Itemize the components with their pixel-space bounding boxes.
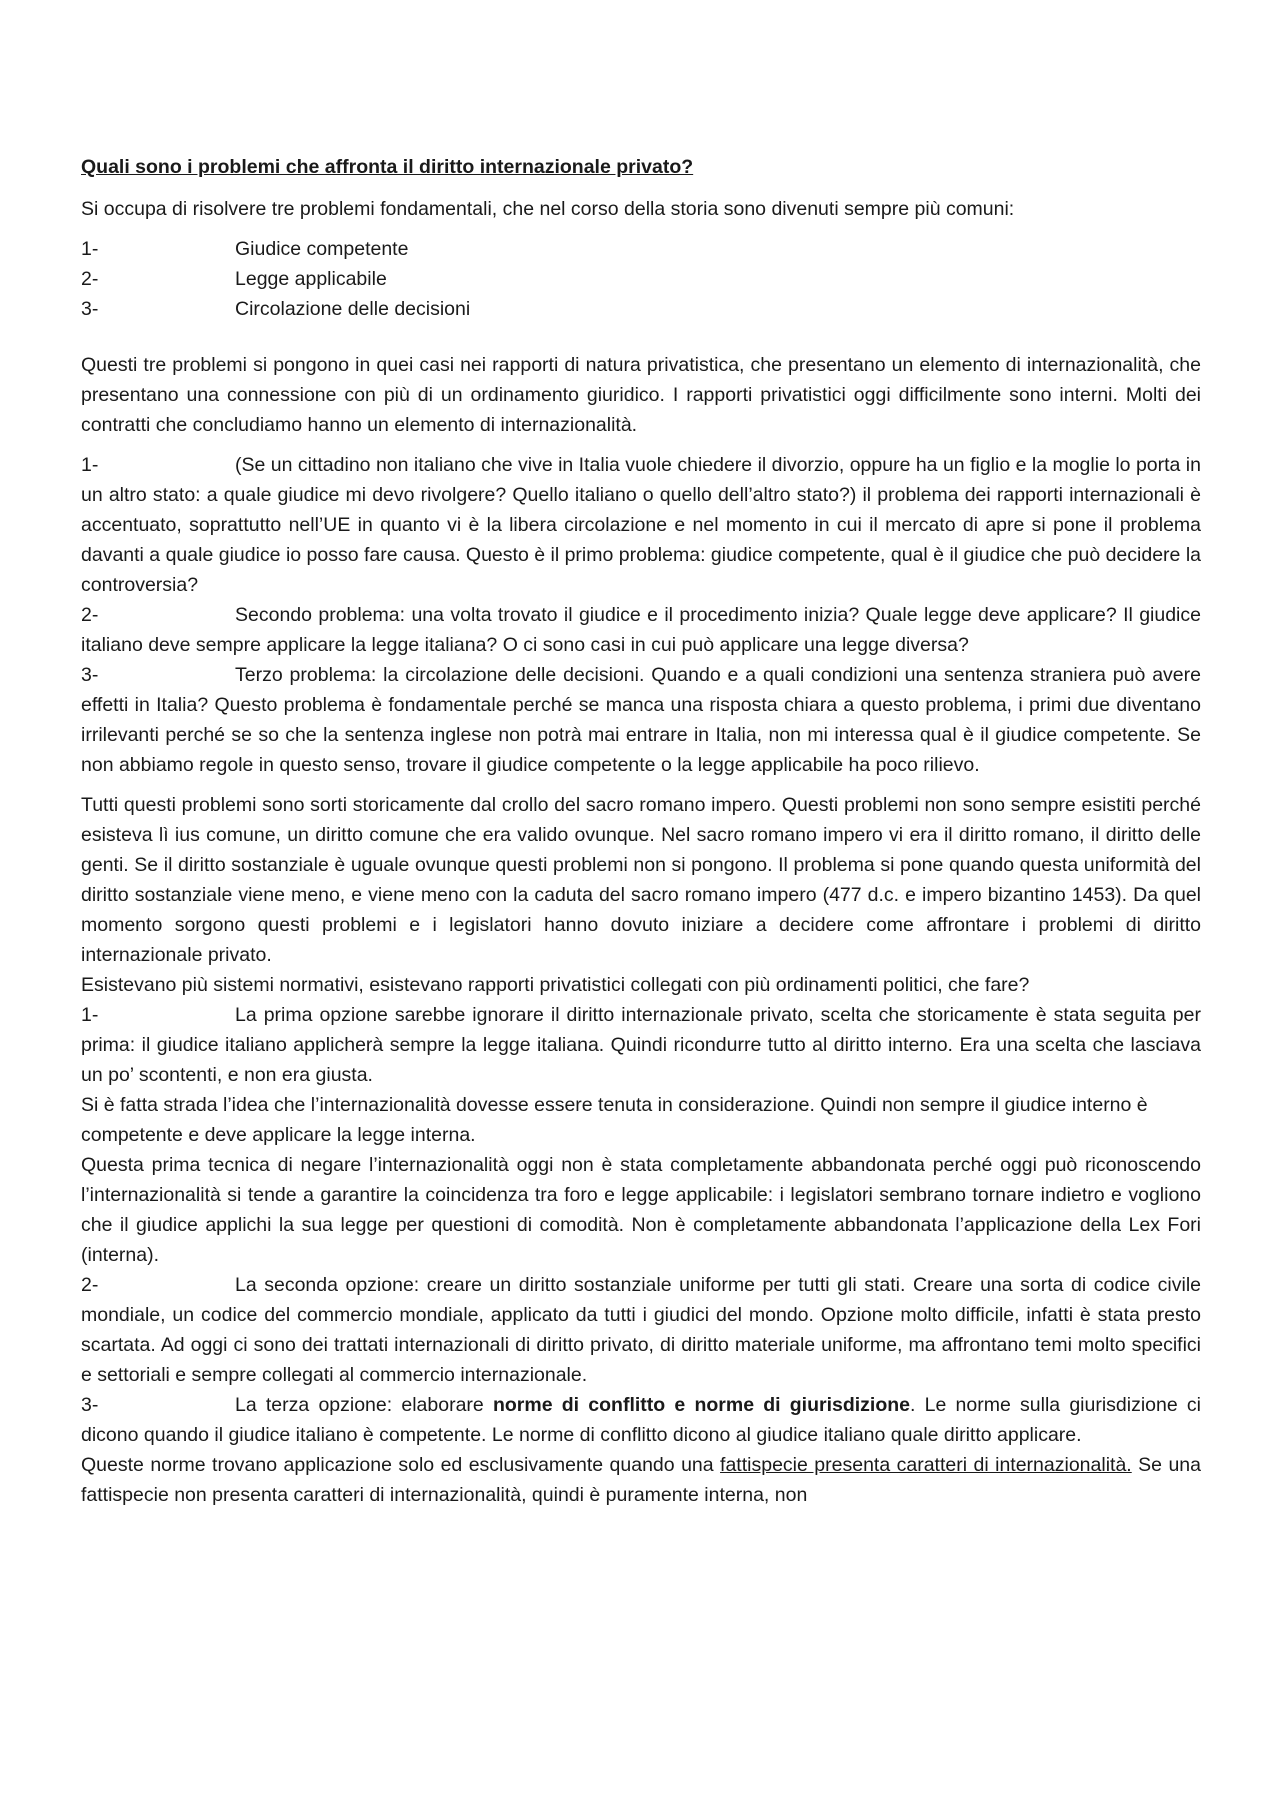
problem-detail-3 (81, 660, 1201, 780)
final-text-underlined: fattispecie presenta caratteri di internazionalità. (720, 1454, 1132, 1476)
item-number: 3- (81, 1394, 99, 1416)
item-number: 1- (81, 454, 99, 476)
item-text-bold: norme di conflitto e norme di giurisdizione (492, 1394, 911, 1416)
list-number: 1- (81, 238, 99, 260)
option-1 (81, 1000, 1201, 1090)
final-text-before: Queste norme trovano applicazione solo ed esclusivamente quando una (81, 1454, 721, 1476)
item-text: (Se un cittadino non italiano che vive in Italia vuole chiedere il divorzio, oppure ha un figlio e la moglie lo porta in un altro stato: a quale giudice mi devo rivolgere? Quello italiano o quello dell’altro stato?) il problema dei rapporti internazionali è accentuato, soprattutto nell’UE in quanto vi è la libera circolazione e nel momento in cui il mercato di apre si pone il problema davanti a quale giudice io posso fare causa. Questo è il primo problema: giudice competente, qual è il giudice che può decidere la controversia? (81, 454, 1201, 596)
list-number: 3- (81, 298, 99, 320)
final-paragraph (81, 1450, 1201, 1510)
item-text: La seconda opzione: creare un diritto sostanziale uniforme per tutti gli stati. Creare una sorta di codice civile mondiale, un codice del commercio mondiale, applicato da tutti i giudici del mondo. Opzione molto difficile, infatti è stata presto scartata. Ad oggi ci sono dei trattati internazionali di diritto privato, di diritto materiale uniforme, ma affrontano temi molto specifici e settoriali e sempre collegati al commercio internazionale. (81, 1274, 1201, 1386)
problem-detail-2 (81, 600, 1201, 660)
list-item (81, 294, 1201, 324)
item-text: Secondo problema: una volta trovato il giudice e il procedimento inizia? Quale legge deve applicare? Il giudice italiano deve sempre applicare la legge italiana? O ci sono casi in cui può applicare una legge diversa? (81, 604, 1201, 656)
question-paragraph: Esistevano più sistemi normativi, esistevano rapporti privatistici collegati con più ordinamenti politici, che fare? (81, 974, 1030, 996)
list-label: Circolazione delle decisioni (235, 298, 471, 320)
lex-fori-paragraph: Questa prima tecnica di negare l’internazionalità oggi non è stata completamente abbandonata perché oggi può riconoscendo l’internazionalità si tende a garantire la coincidenza tra foro e legge applicabile: i legislatori sembrano tornare indietro e vogliono che il giudice applichi la sua legge per questioni di comodità. Non è completamente abbandonata l’applicazione della Lex Fori (interna). (81, 1154, 1201, 1266)
document-page (81, 152, 1201, 1510)
item-text-after: . Le norme sulla giurisdizione ci dicono quando il giudice italiano è competente. Le norme di conflitto dicono al giudice italiano quale diritto applicare. (81, 1394, 1201, 1446)
intro-paragraph: Si occupa di risolvere tre problemi fondamentali, che nel corso della storia sono divenuti sempre più comuni: (81, 198, 1015, 220)
list-item (81, 264, 1201, 294)
list-item (81, 234, 1201, 264)
item-text: Terzo problema: la circolazione delle decisioni. Quando e a quali condizioni una sentenza straniera può avere effetti in Italia? Questo problema è fondamentale perché se manca una risposta chiara a questo problema, i primi due diventano irrilevanti perché se so che la sentenza inglese non potrà mai entrare in Italia, non mi interessa qual è il giudice competente. Se non abbiamo regole in questo senso, trovare il giudice competente o la legge applicabile ha poco rilievo. (81, 664, 1201, 776)
idea-paragraph: Si è fatta strada l’idea che l’internazionalità dovesse essere tenuta in considerazione. Quindi non sempre il giudice interno è competente e deve applicare la legge interna. (81, 1094, 1148, 1146)
list-label: Legge applicabile (235, 268, 387, 290)
option-2 (81, 1270, 1201, 1390)
option-3 (81, 1390, 1201, 1450)
problems-list (81, 234, 1201, 324)
page-title: Quali sono i problemi che affronta il diritto internazionale privato? (81, 156, 694, 178)
problem-detail-1 (81, 450, 1201, 600)
list-label: Giudice competente (235, 238, 409, 260)
item-number: 2- (81, 604, 99, 626)
item-text-before: La terza opzione: elaborare (235, 1394, 493, 1416)
context-paragraph: Questi tre problemi si pongono in quei casi nei rapporti di natura privatistica, che presentano un elemento di internazionalità, che presentano una connessione con più di un ordinamento giuridico. I rapporti privatistici oggi difficilmente sono interni. Molti dei contratti che concludiamo hanno un elemento di internazionalità. (81, 354, 1201, 436)
item-number: 2- (81, 1274, 99, 1296)
item-text: La prima opzione sarebbe ignorare il diritto internazionale privato, scelta che storicamente è stata seguita per prima: il giudice italiano applicherà sempre la legge italiana. Quindi ricondurre tutto al diritto interno. Era una scelta che lasciava un po’ scontenti, e non era giusta. (81, 1004, 1201, 1086)
item-number: 1- (81, 1004, 99, 1026)
item-number: 3- (81, 664, 99, 686)
list-number: 2- (81, 268, 99, 290)
final-text-after: Se una fattispecie non presenta caratteri di internazionalità, quindi è puramente interna, non (81, 1454, 1201, 1506)
history-paragraph: Tutti questi problemi sono sorti storicamente dal crollo del sacro romano impero. Questi problemi non sono sempre esistiti perché esisteva lì ius comune, un diritto comune che era valido ovunque. Nel sacro romano impero vi era il diritto romano, il diritto delle genti. Se il diritto sostanziale è uguale ovunque questi problemi non si pongono. Il problema si pone quando questa uniformità del diritto sostanziale viene meno, e viene meno con la caduta del sacro romano impero (477 d.c. e impero bizantino 1453). Da quel momento sorgono questi problemi e i legislatori hanno dovuto iniziare a decidere come affrontare i problemi di diritto internazionale privato. (81, 794, 1201, 966)
